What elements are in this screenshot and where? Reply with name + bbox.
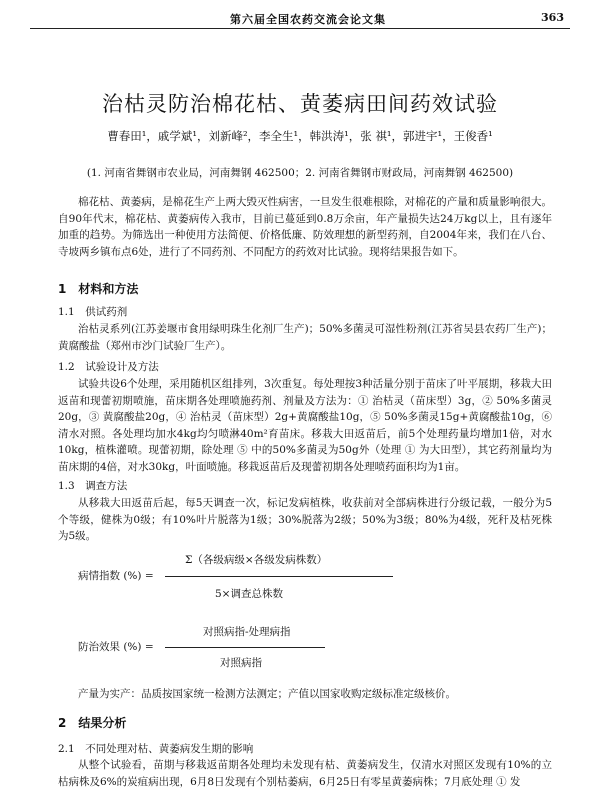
page-number: 363 xyxy=(541,11,564,24)
design-paragraph: 试验共设6个处理，采用随机区组排列，3次重复。每处理按3种活量分别于苗床了叶平展期，移栽大田返苗和现蕾初期喷施，苗床期各处理喷施药剂、剂量及方法为：① 治枯灵（苗床型）3g，② 50%多菌灵20g，③ 黄腐酸盐20g，④ 治枯灵（苗床型）2g+黄腐酸盐10g，⑤ 50%多菌灵15g+黄腐酸盐10g，⑥ 清水对照。各处理均加水4kg均匀喷淋40m²育苗床。移栽大田返苗后，前5个处理药量均增加1倍，对水10kg，植株灌喷。现蕾初期，除处理 ⑤ 中的50%多菌灵为50g外（处理 ① 为大田型），其它药剂量均为苗床期的4倍，对水30kg，叶面喷施。移栽返苗后及现蕾初期各处理喷药面积均为1亩。 xyxy=(58,378,552,473)
formula2-numerator: 对照病指-处理病指 xyxy=(203,626,291,638)
section-heading-results: 2 结果分析 xyxy=(58,716,127,730)
formula2-denominator: 对照病指 xyxy=(220,657,262,669)
section-heading-materials: 1 材料和方法 xyxy=(58,282,139,296)
running-header xyxy=(30,10,570,29)
formula1-denominator: 5×调查总株数 xyxy=(215,588,283,600)
formula1-label: 病情指数 (%) = xyxy=(78,570,154,582)
onset-paragraph: 从整个试验看，苗期与移栽返苗期各处理均未发现有枯、黄萎病发生，仅清水对照区发现有10%的立枯病株及6%的炭疽病出现，6月8日发现有个别枯萎病，6月25日有零星黄萎病株；7月底处理 ① 发 xyxy=(58,759,552,788)
journal-title: 第六届全国农药交流会论文集 xyxy=(230,13,386,26)
yield-note: 产量为实产：品质按国家统一检测方法测定；产值以国家收购定级标准定级核价。 xyxy=(78,688,456,700)
subsection-heading-survey: 1.3 调查方法 xyxy=(58,480,128,492)
reagents-paragraph: 治枯灵系列(江苏姜堰市食用绿明珠生化剂厂生产)；50%多菌灵可湿性粉剂(江苏省吴县农药厂生产)；黄腐酸盐（郑州市沙门试验厂生产）。 xyxy=(58,323,552,352)
intro-paragraph: 棉花枯、黄萎病，是棉花生产上两大毁灭性病害，一旦发生很难根除，对棉花的产量和质量影响很大。自90年代末，棉花枯、黄萎病传入我市，目前已蔓延到0.8万余亩，年产量损失达24万kg以上，且有逐年加重的趋势。为筛选出一种使用方法简便、价格低廉、防效理想的新型药剂，自2004年来，我们在八台、寺坡两乡镇布点6处，进行了不同药剂、不同配方的药效对比试验。现将结果报告如下。 xyxy=(58,196,552,258)
formula2-fraction-bar xyxy=(165,647,325,648)
subsection-heading-design: 1.2 试验设计及方法 xyxy=(58,361,159,373)
paper-title: 治枯灵防治棉花枯、黄萎病田间药效试验 xyxy=(102,92,498,116)
formula1-fraction-bar xyxy=(165,576,393,577)
subsection-heading-onset: 2.1 不同处理对枯、黄萎病发生期的影响 xyxy=(58,743,254,755)
affiliation: (1. 河南省舞钢市农业局，河南舞钢 462500；2. 河南省舞钢市财政局，河南舞钢 462500) xyxy=(86,167,514,179)
survey-paragraph: 从移栽大田返苗后起，每5天调查一次，标记发病植株，收获前对全部病株进行分级记载，一般分为5个等级，健株为0级；有10%叶片脱落为1级；30%脱落为2级；50%为3级；80%为4级，死秆及枯死株为5级。 xyxy=(58,497,552,542)
formula1-numerator: Σ（各级病级×各级发病株数） xyxy=(185,554,328,566)
subsection-heading-reagents: 1.1 供试药剂 xyxy=(58,306,128,318)
author-list: 曹春田¹，戚学斌¹，刘新峰²，李全生¹，韩洪涛¹，张 祺¹，郭进宇¹，王俊香¹ xyxy=(107,129,493,143)
formula2-label: 防治效果 (%) = xyxy=(78,641,154,653)
